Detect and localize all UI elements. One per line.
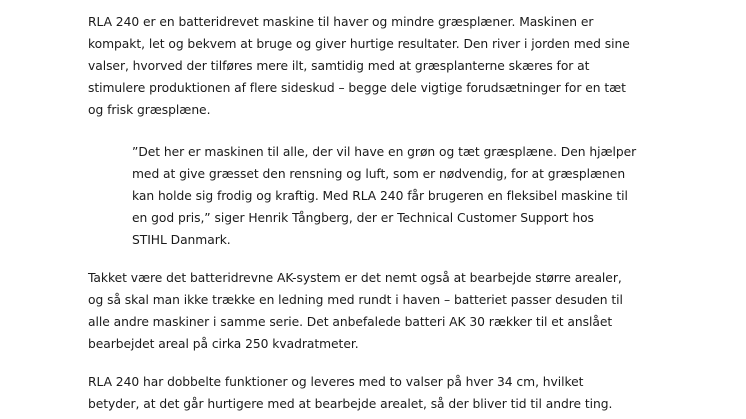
text-line: valser, hvorved der tilføres mere ilt, samtidig med at græsplanterne skæres for at bbox=[88, 59, 590, 73]
quote-line: kan holde sig frodig og kraftig. Med RLA 240 får brugeren en fleksibel maskine til bbox=[132, 189, 628, 203]
text-line: betyder, at det går hurtigere med at bearbejde arealet, så der bliver tid til andre ting. bbox=[88, 397, 613, 411]
features-paragraph bbox=[88, 371, 612, 415]
text-line: alle andre maskiner i samme serie. Det anbefalede batteri AK 30 rækker til et anslået bbox=[88, 315, 613, 329]
intro-paragraph bbox=[88, 11, 630, 121]
text-line: og frisk græsplæne. bbox=[88, 103, 211, 117]
quote-line: ”Det her er maskinen til alle, der vil have en grøn og tæt græsplæne. Den hjælper bbox=[132, 145, 637, 159]
text-line: RLA 240 har dobbelte funktioner og leveres med to valser på hver 34 cm, hvilket bbox=[88, 375, 584, 389]
text-line: kompakt, let og bekvem at bruge og giver hurtige resultater. Den river i jorden med sine bbox=[88, 37, 630, 51]
text-line: og så skal man ikke trække en ledning med rundt i haven – batteriet passer desuden til bbox=[88, 293, 623, 307]
quote-block bbox=[132, 141, 636, 251]
text-line: stimulere produktionen af flere sideskud – begge dele vigtige forudsætninger for en tæt bbox=[88, 81, 626, 95]
text-line: RLA 240 er en batteridrevet maskine til haver og mindre græsplæner. Maskinen er bbox=[88, 15, 594, 29]
quote-line: STIHL Danmark. bbox=[132, 233, 231, 247]
quote-line: en god pris,” siger Henrik Tångberg, der er Technical Customer Support hos bbox=[132, 211, 594, 225]
battery-paragraph bbox=[88, 267, 623, 355]
text-line: Takket være det batteridrevne AK-system er det nemt også at bearbejde større arealer, bbox=[88, 271, 622, 285]
text-line: bearbejdet areal på cirka 250 kvadratmeter. bbox=[88, 337, 359, 351]
quote-line: med at give græsset den rensning og luft, som er nødvendig, for at græsplænen bbox=[132, 167, 626, 181]
